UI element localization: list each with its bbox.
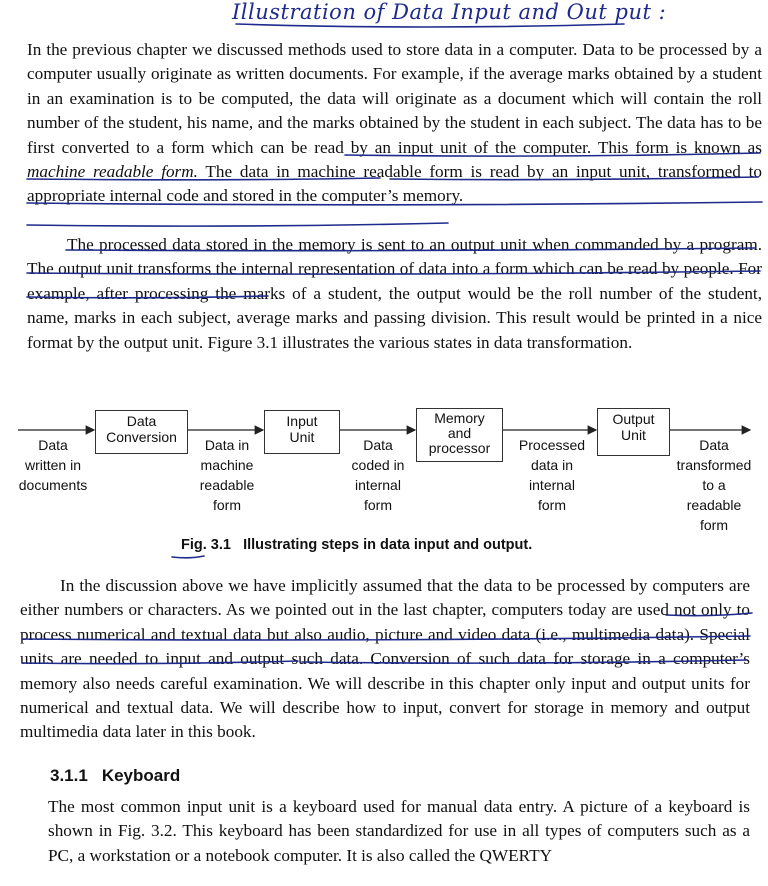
section-number: 3.1.1: [50, 766, 88, 785]
underline-7: [27, 271, 760, 274]
underline-2: [27, 178, 380, 180]
title-underline: [236, 24, 624, 27]
underline-4: [27, 202, 762, 205]
paragraph-intro-tail: The data in machine readable form is read by an input unit, transformed to appropriate internal code and stored in the computer’s memory.: [27, 162, 762, 206]
paragraph-keyboard: The most common input unit is a keyboard used for manual data entry. A picture of a keyboard is shown in Fig. 3.2. This keyboard has been standardized for use in all types of computers such as a PC, a workstation or a notebook computer. It is also called the QWERTY: [48, 797, 750, 865]
underline-12: [302, 660, 746, 663]
box-input-unit: Input Unit: [264, 410, 340, 454]
underline-1: [345, 153, 760, 156]
underline-5: [27, 223, 448, 226]
label-data-coded: Data coded in internal form: [351, 437, 405, 513]
paragraph-intro-text: In the previous chapter we discussed methods used to store data in a computer. Data to be processed by a computer usually originate as written documents. For example, if the average marks obtained by a student in an examination is to be computed, the data will originate as a document which will contain the roll number of the student, his name, and the marks obtained by the student in each subject. The data has to be first converted to a form which can be read by an input unit of the computer. This form is known as: [27, 40, 762, 157]
underline-8: [27, 296, 268, 298]
label-data-machine-readable: Data in machine readable form: [199, 437, 255, 513]
caption-tick: [172, 556, 204, 558]
section-title: Keyboard: [101, 766, 181, 785]
label-data-written: Data written in documents: [18, 437, 88, 493]
box-output-unit: Output Unit: [597, 408, 670, 456]
figure-caption-text: Illustrating steps in data input and output.: [243, 537, 533, 553]
paragraph-multimedia: In the discussion above we have implicitly assumed that the data to be processed by computers are either numbers or characters. As we pointed out in the last chapter, computers today are used not only to process numerical and textual data but also audio, picture and video data (i.e., multimedia data). Special units are needed to input and output such data. Conversion of such data for storage in a computer’s memory also needs careful examination. We will describe in this chapter only input and output units for numerical and textual data. We will describe how to input, convert for storage in memory and output multimedia data later in this book.: [20, 576, 750, 742]
paragraph-output: The processed data stored in the memory is sent to an output unit when commanded by a program. The output unit transforms the internal representation of data into a form which can be read by people. For example, after processing the marks of a student, the output would be the roll number of the student, name, marks in each subject, average marks and passing division. This result would be printed in a nice format by the output unit. Figure 3.1 illustrates the various states in data transformation.: [27, 235, 762, 352]
underline-11: [22, 661, 298, 664]
label-processed-data: Processed data in internal form: [518, 437, 586, 513]
machine-readable-form-term: machine readable form.: [27, 162, 198, 182]
underline-6: [66, 248, 755, 251]
figure-caption-number: Fig. 3.1: [181, 537, 231, 553]
box-memory-processor: Memory and processor: [416, 408, 503, 462]
underline-3: [390, 177, 758, 180]
handwritten-title: Illustration of Data Input and Out put :: [232, 0, 667, 24]
box-data-conversion: Data Conversion: [95, 410, 188, 454]
underline-9: [666, 613, 752, 616]
label-data-transformed: Data transformed to a readable form: [676, 437, 752, 533]
underline-10: [22, 636, 750, 640]
